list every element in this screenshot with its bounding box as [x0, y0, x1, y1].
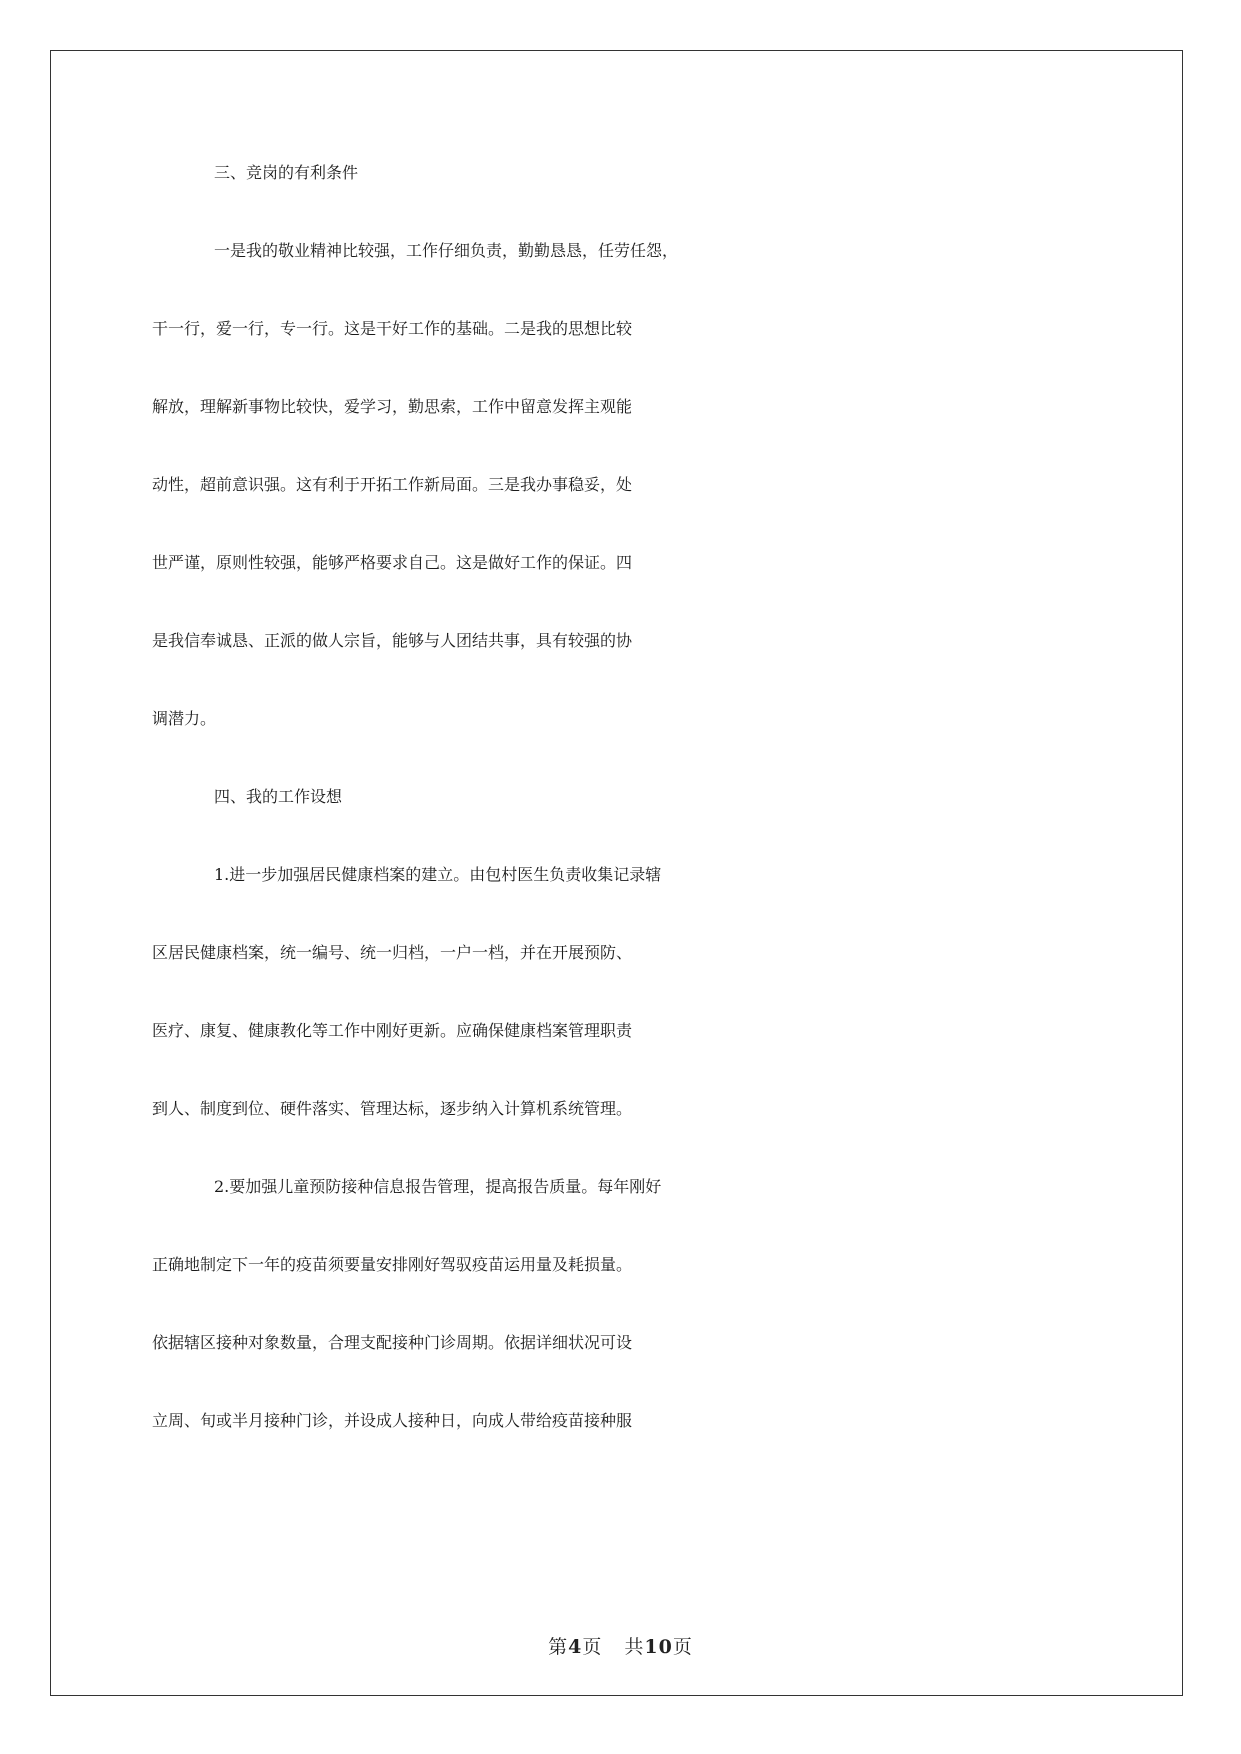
- document-body: [152, 160, 1097, 1486]
- text-line: 依据辖区接种对象数量，合理支配接种门诊周期。依据详细状况可设: [152, 1333, 633, 1352]
- text-line: 一是我的敬业精神比较强，工作仔细负责，勤勤恳恳，任劳任怨，: [214, 241, 679, 260]
- text-line: 到人、制度到位、硬件落实、管理达标，逐步纳入计算机系统管理。: [152, 1099, 633, 1118]
- page-suffix: 页: [582, 1636, 603, 1658]
- paragraph-strengths: [152, 238, 1097, 784]
- total-pages: 10: [644, 1636, 673, 1658]
- page-footer: [0, 1632, 1241, 1659]
- text-line: 立周、旬或半月接种门诊，并设成人接种日，向成人带给疫苗接种服: [152, 1411, 633, 1430]
- text-line: 是我信奉诚恳、正派的做人宗旨，能够与人团结共事，具有较强的协: [152, 631, 633, 650]
- page-number: 4: [568, 1636, 583, 1658]
- text-line: 干一行，爱一行，专一行。这是干好工作的基础。二是我的思想比较: [152, 319, 633, 338]
- text-line: 调潜力。: [152, 709, 217, 728]
- page-prefix: 第: [548, 1636, 569, 1658]
- text-line: 区居民健康档案，统一编号、统一归档，一户一档，并在开展预防、: [152, 943, 633, 962]
- total-suffix: 页: [672, 1636, 693, 1658]
- text-line: 2.要加强儿童预防接种信息报告管理，提高报告质量。每年刚好: [214, 1177, 662, 1196]
- text-line: 1.进一步加强居民健康档案的建立。由包村医生负责收集记录辖: [214, 865, 662, 884]
- heading-favorable-conditions: [152, 160, 1097, 238]
- text-line: 正确地制定下一年的疫苗须要量安排刚好驾驭疫苗运用量及耗损量。: [152, 1255, 633, 1274]
- text-line: 动性，超前意识强。这有利于开拓工作新局面。三是我办事稳妥，处: [152, 475, 633, 494]
- total-prefix: 共: [624, 1636, 645, 1658]
- paragraph-health-records: [152, 862, 1097, 1174]
- heading-work-plans: [152, 784, 1097, 862]
- text-line: 世严谨，原则性较强，能够严格要求自己。这是做好工作的保证。四: [152, 553, 633, 572]
- heading-text: 四、我的工作设想: [214, 787, 343, 806]
- heading-text: 三、竞岗的有利条件: [214, 163, 359, 182]
- paragraph-vaccination: [152, 1174, 1097, 1486]
- text-line: 解放，理解新事物比较快，爱学习，勤思索，工作中留意发挥主观能: [152, 397, 633, 416]
- text-line: 医疗、康复、健康教化等工作中刚好更新。应确保健康档案管理职责: [152, 1021, 633, 1040]
